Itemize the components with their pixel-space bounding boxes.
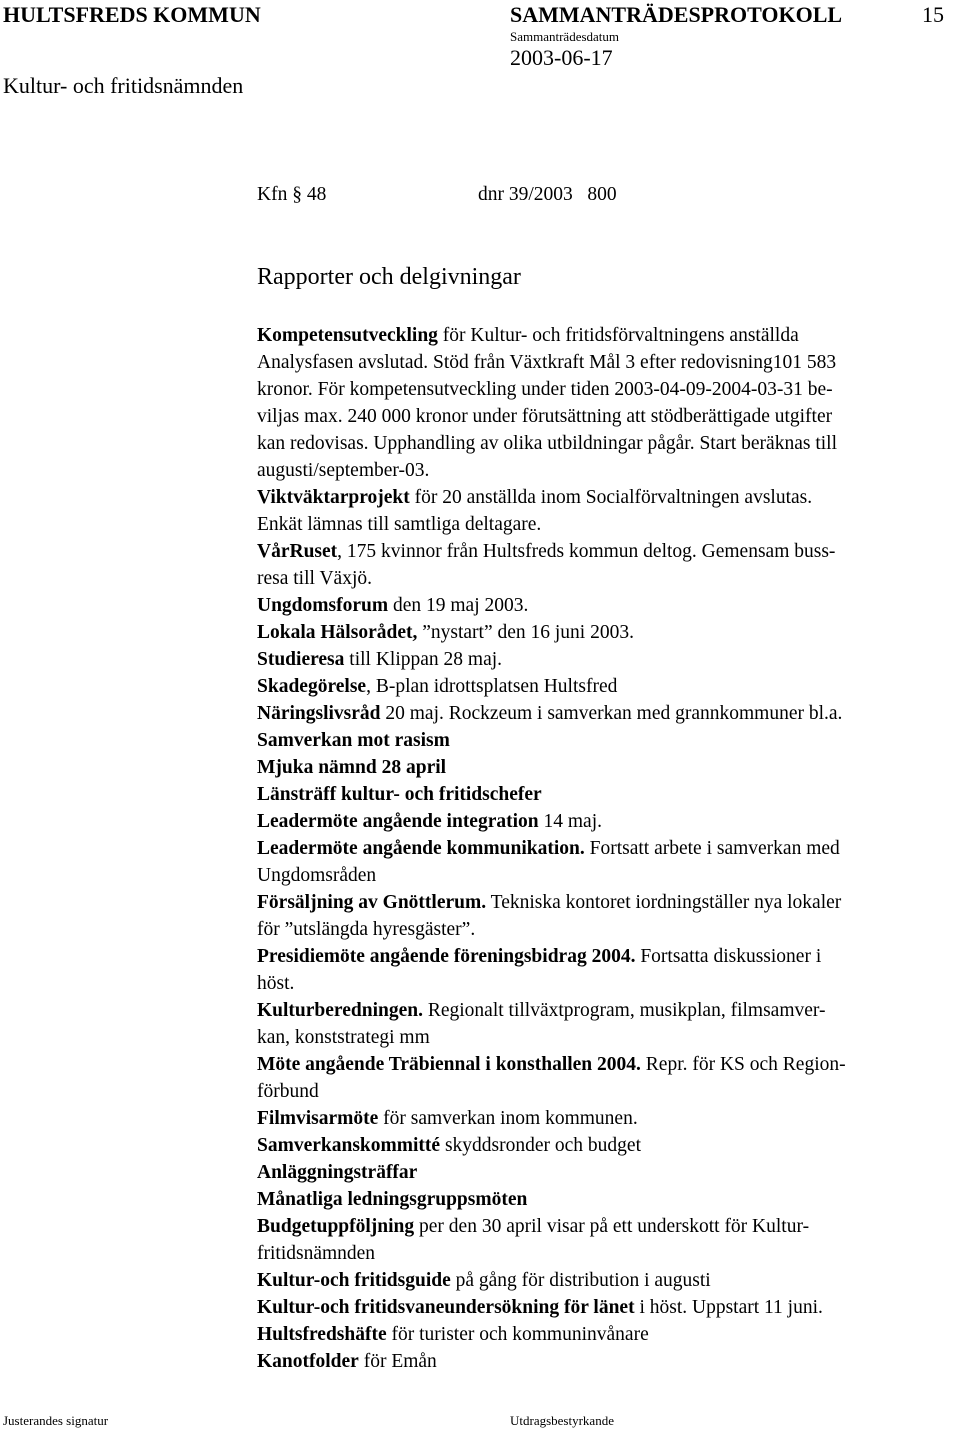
item-text: på gång för distribution i augusti	[450, 1270, 711, 1291]
section-title: Rapporter och delgivningar	[257, 264, 521, 290]
item-text: Tekniska kontoret iordningställer nya lokaler	[486, 892, 842, 913]
item-heading: Kulturberedningen.	[257, 1000, 423, 1021]
report-line	[257, 970, 957, 997]
paragraph-ref: Kfn § 48	[257, 184, 327, 205]
item-text: viljas max. 240 000 kronor under förutsättning att stödberättigade utgifter	[257, 406, 833, 427]
report-line	[257, 700, 957, 727]
report-line	[257, 565, 957, 592]
report-line	[257, 1267, 957, 1294]
item-text: för ”utslängda hyresgäster”.	[257, 919, 476, 940]
report-line	[257, 1051, 957, 1078]
item-text: Fortsatt arbete i samverkan med	[584, 838, 840, 859]
report-line	[257, 997, 957, 1024]
item-text: kronor. För kompetensutveckling under tiden 2003-04-09-2004-03-31 be-	[257, 379, 833, 400]
report-line	[257, 1105, 957, 1132]
document-type: SAMMANTRÄDESPROTOKOLL	[510, 2, 843, 27]
meeting-date: 2003-06-17	[510, 45, 613, 70]
report-line	[257, 1186, 957, 1213]
report-line	[257, 754, 957, 781]
item-text: , 175 kvinnor från Hultsfreds kommun deltog. Gemensam buss-	[337, 541, 836, 562]
item-heading: Studieresa	[257, 649, 345, 670]
report-line	[257, 457, 957, 484]
report-line	[257, 619, 957, 646]
item-text: per den 30 april visar på ett underskott för Kultur-	[414, 1216, 810, 1237]
report-line	[257, 646, 957, 673]
report-line	[257, 727, 957, 754]
report-line	[257, 943, 957, 970]
item-text: den 19 maj 2003.	[388, 595, 529, 616]
report-line	[257, 1078, 957, 1105]
item-heading: VårRuset	[257, 541, 338, 562]
item-heading: Kompetensutveckling	[257, 325, 438, 346]
report-line	[257, 1213, 957, 1240]
item-text: Enkät lämnas till samtliga deltagare.	[257, 514, 542, 535]
item-text: för Kultur- och fritidsförvaltningens anställda	[437, 325, 799, 346]
item-text: augusti/september-03.	[257, 460, 430, 481]
report-line	[257, 1240, 957, 1267]
report-line	[257, 403, 957, 430]
item-text: skyddsronder och budget	[440, 1135, 642, 1156]
item-heading: Skadegörelse	[257, 676, 367, 697]
meeting-date-label: Sammanträdesdatum	[510, 29, 620, 44]
committee-name: Kultur- och fritidsnämnden	[3, 73, 244, 98]
item-heading: Samverkanskommitté	[257, 1135, 441, 1156]
report-line	[257, 808, 957, 835]
report-line	[257, 538, 957, 565]
item-text: för samverkan inom kommunen.	[378, 1108, 638, 1129]
report-line	[257, 484, 957, 511]
report-line	[257, 1294, 957, 1321]
item-text: , B-plan idrottsplatsen Hultsfred	[366, 676, 618, 697]
item-text: fritidsnämnden	[257, 1243, 376, 1264]
report-body	[257, 322, 957, 1375]
item-text: resa till Växjö.	[257, 568, 372, 589]
report-line	[257, 592, 957, 619]
item-heading: Lokala Hälsorådet,	[257, 622, 418, 643]
report-line	[257, 1348, 957, 1375]
page-number: 15	[922, 2, 944, 27]
item-text: kan, konststrategi mm	[257, 1027, 430, 1048]
report-line	[257, 1132, 957, 1159]
item-heading: Ungdomsforum	[257, 595, 389, 616]
item-heading: Leadermöte angående integration	[257, 811, 539, 832]
item-heading: Månatliga ledningsgruppsmöten	[257, 1189, 528, 1210]
footer-certification-label: Utdragsbestyrkande	[510, 1413, 614, 1428]
report-line	[257, 1159, 957, 1186]
item-text: Fortsatta diskussioner i	[635, 946, 822, 967]
report-line	[257, 862, 957, 889]
item-text: för 20 anställda inom Socialförvaltningen avslutas.	[409, 487, 813, 508]
item-heading: Kultur-och fritidsvaneundersökning för länet	[257, 1297, 635, 1318]
item-heading: Presidiemöte angående föreningsbidrag 2004.	[257, 946, 636, 967]
report-line	[257, 835, 957, 862]
item-heading: Kultur-och fritidsguide	[257, 1270, 451, 1291]
item-text: Repr. för KS och Region-	[640, 1054, 846, 1075]
item-heading: Näringslivsråd	[257, 703, 381, 724]
item-heading: Hultsfredshäfte	[257, 1324, 387, 1345]
item-text: för Emån	[358, 1351, 437, 1372]
item-text: förbund	[257, 1081, 319, 1102]
report-line	[257, 376, 957, 403]
item-heading: Samverkan mot rasism	[257, 730, 450, 751]
report-line	[257, 349, 957, 376]
item-text: ”nystart” den 16 juni 2003.	[417, 622, 634, 643]
item-heading: Kanotfolder	[257, 1351, 359, 1372]
report-line	[257, 511, 957, 538]
report-line	[257, 889, 957, 916]
item-text: till Klippan 28 maj.	[344, 649, 503, 670]
item-heading: Viktväktarprojekt	[257, 487, 410, 508]
item-text: Ungdomsråden	[257, 865, 377, 886]
item-text: Regionalt tillväxtprogram, musikplan, filmsamver-	[422, 1000, 826, 1021]
item-heading: Anläggningsträffar	[257, 1162, 418, 1183]
item-heading: Försäljning av Gnöttlerum.	[257, 892, 487, 913]
report-line	[257, 781, 957, 808]
item-heading: Möte angående Träbiennal i konsthallen 2004.	[257, 1054, 641, 1075]
item-heading: Budgetuppföljning	[257, 1216, 415, 1237]
item-heading: Leadermöte angående kommunikation.	[257, 838, 585, 859]
item-text: höst.	[257, 973, 295, 994]
report-line	[257, 916, 957, 943]
item-text: Analysfasen avslutad. Stöd från Växtkraft Mål 3 efter redovisning101 583	[257, 352, 837, 373]
item-text: i höst. Uppstart 11 juni.	[634, 1297, 823, 1318]
item-heading: Mjuka nämnd 28 april	[257, 757, 447, 778]
municipality-name: HULTSFREDS KOMMUN	[3, 2, 261, 27]
report-line	[257, 1024, 957, 1051]
report-line	[257, 430, 957, 457]
diary-number: dnr 39/2003 800	[478, 184, 617, 205]
item-heading: Länsträff kultur- och fritidschefer	[257, 784, 542, 805]
report-line	[257, 322, 957, 349]
item-text: 20 maj. Rockzeum i samverkan med grannkommuner bl.a.	[380, 703, 843, 724]
item-text: kan redovisas. Upphandling av olika utbildningar pågår. Start beräknas till	[257, 433, 837, 454]
item-text: 14 maj.	[538, 811, 603, 832]
report-line	[257, 1321, 957, 1348]
report-line	[257, 673, 957, 700]
item-text: för turister och kommuninvånare	[386, 1324, 649, 1345]
footer-signature-label: Justerandes signatur	[3, 1413, 109, 1428]
item-heading: Filmvisarmöte	[257, 1108, 379, 1129]
